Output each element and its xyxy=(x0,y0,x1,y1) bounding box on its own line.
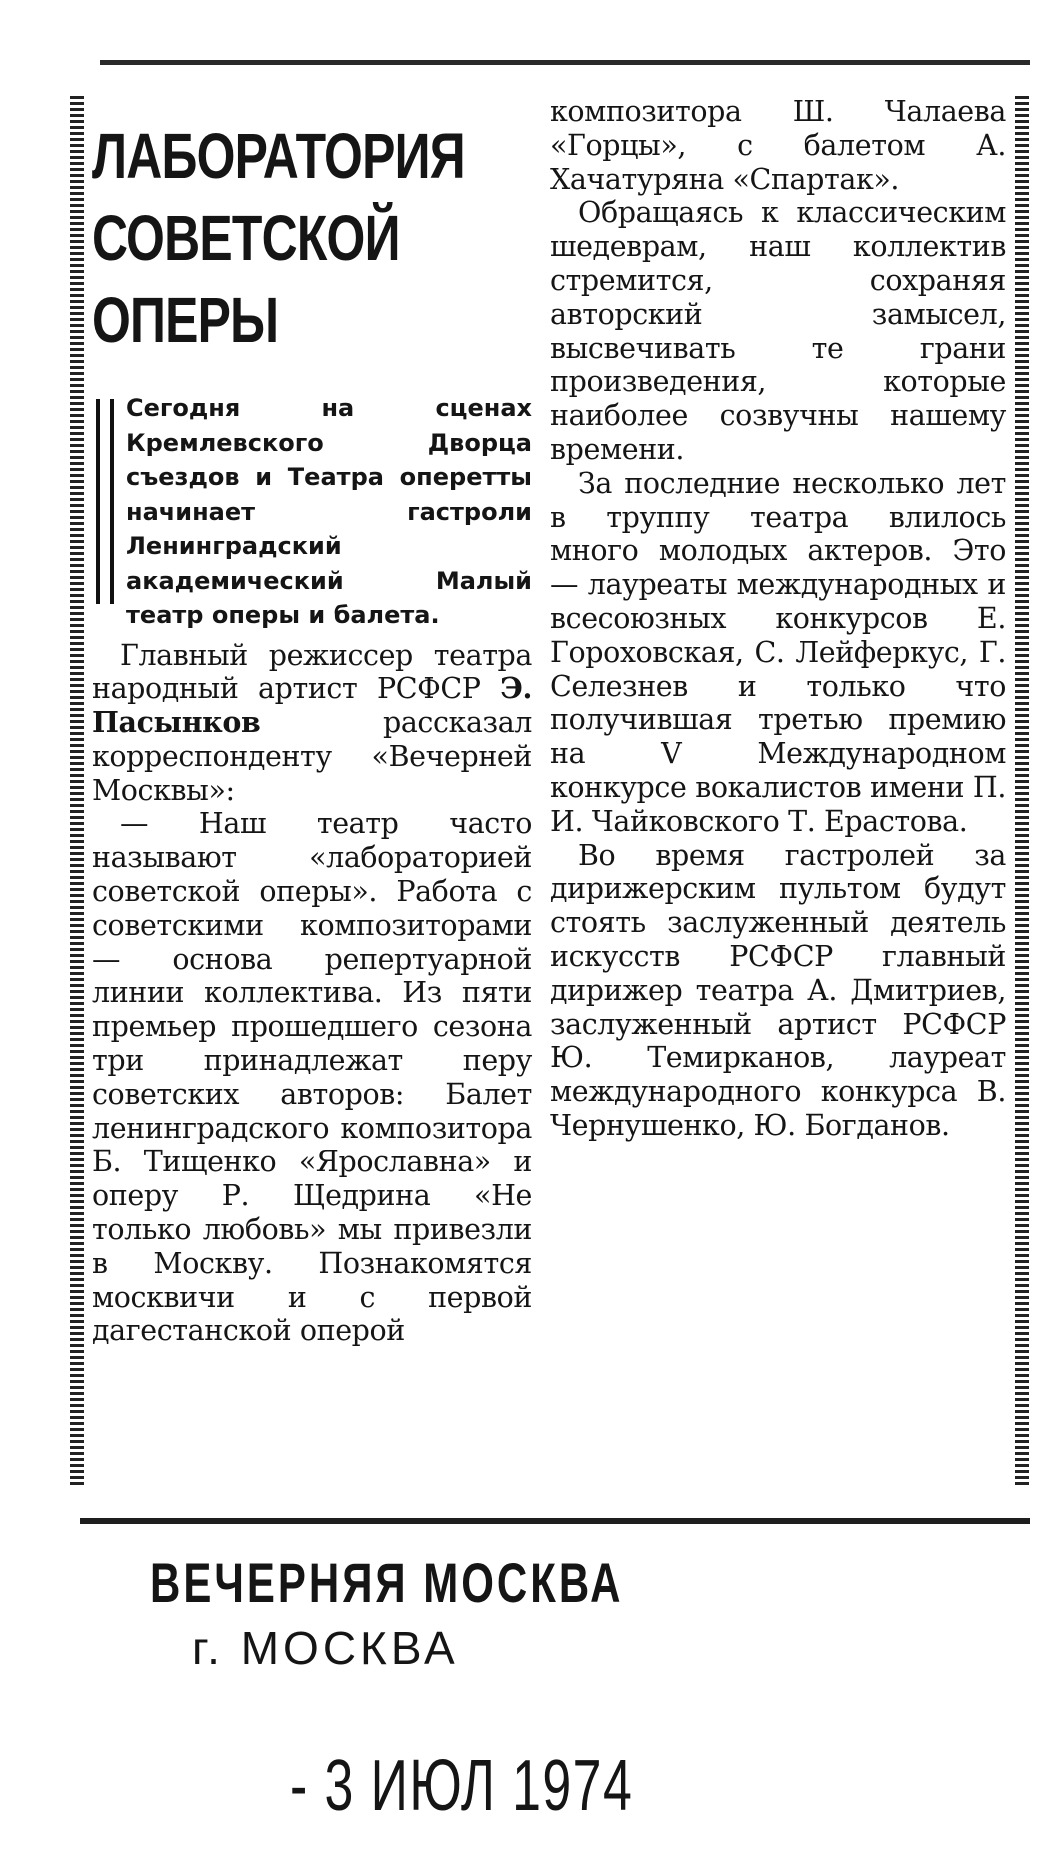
paragraph: композитора Ш. Чалаева «Горцы», с балетом А. Хачатуряна «Спартак». xyxy=(550,95,1006,196)
paragraph: — Наш театр часто называют «лабораторией советской оперы». Работа с советскими композиторами — основа репертуарной линии коллектива. Из пяти премьер прошедшего сезона три принадлежат перу советских авторов: Балет ленинградского композитора Б. Тищенко «Ярославна» и оперу Р. Щедрина «Не только любовь» мы привезли в Москву. Познакомятся москвичи и с первой дагестанской оперой xyxy=(92,807,532,1348)
left-column xyxy=(92,95,532,1348)
right-column xyxy=(550,95,1006,1143)
paragraph: Обращаясь к классическим шедеврам, наш коллектив стремится, сохраняя авторский замысел, высвечивать те грани произведения, которые наиболее созвучны нашему времени. xyxy=(550,196,1006,466)
top-rule xyxy=(100,60,1030,65)
paragraph xyxy=(92,639,532,808)
source-stamp xyxy=(150,1550,750,1675)
right-column-body xyxy=(550,95,1006,1143)
text-segment: Главный режиссер театра народный артист РСФСР xyxy=(92,638,532,706)
paragraph: Во время гастролей за дирижерским пультом будут стоять заслуженный деятель искусств РСФСР главный дирижер театра А. Дмитриев, заслуженный артист РСФСР Ю. Темирканов, лауреат международного конкурса В. Чернушенко, Ю. Богданов. xyxy=(550,838,1006,1142)
city-name: г. МОСКВА xyxy=(192,1622,459,1674)
newspaper-clipping xyxy=(70,40,1030,1530)
headline-line: ОПЕРЫ xyxy=(92,284,279,356)
article-headline xyxy=(92,115,529,361)
paragraph: За последние несколько лет в труппу театра влилось много молодых актеров. Это — лауреаты международных и всесоюзных конкурсов Е. Гороховская, С. Лейферкус, Г. Селезнев и только что получившая третью премию на V Международном конкурсе вокалистов имени П. И. Чайковского Т. Ерастова. xyxy=(550,466,1006,838)
person-name: Э. Пасынков xyxy=(92,671,532,740)
left-column-rule xyxy=(70,95,84,1485)
newspaper-name: ВЕЧЕРНЯЯ МОСКВА xyxy=(150,1551,624,1614)
headline-line: ЛАБОРАТОРИЯ xyxy=(92,120,465,192)
right-column-rule xyxy=(1015,95,1029,1485)
headline-line: СОВЕТСКОЙ xyxy=(92,202,400,274)
date-stamp: - 3 ИЮЛ 1974 xyxy=(290,1746,634,1826)
article-lead: Сегодня на сценах Кремлевского Дворца съездов и Театра оперетты начинает гастроли Ленинградский академический Малый театр оперы и балета. xyxy=(92,391,532,633)
bottom-rule xyxy=(80,1518,1030,1524)
text-segment: рассказал корреспонденту «Вечерней Москвы»: xyxy=(92,706,532,807)
left-column-body xyxy=(92,639,532,1349)
